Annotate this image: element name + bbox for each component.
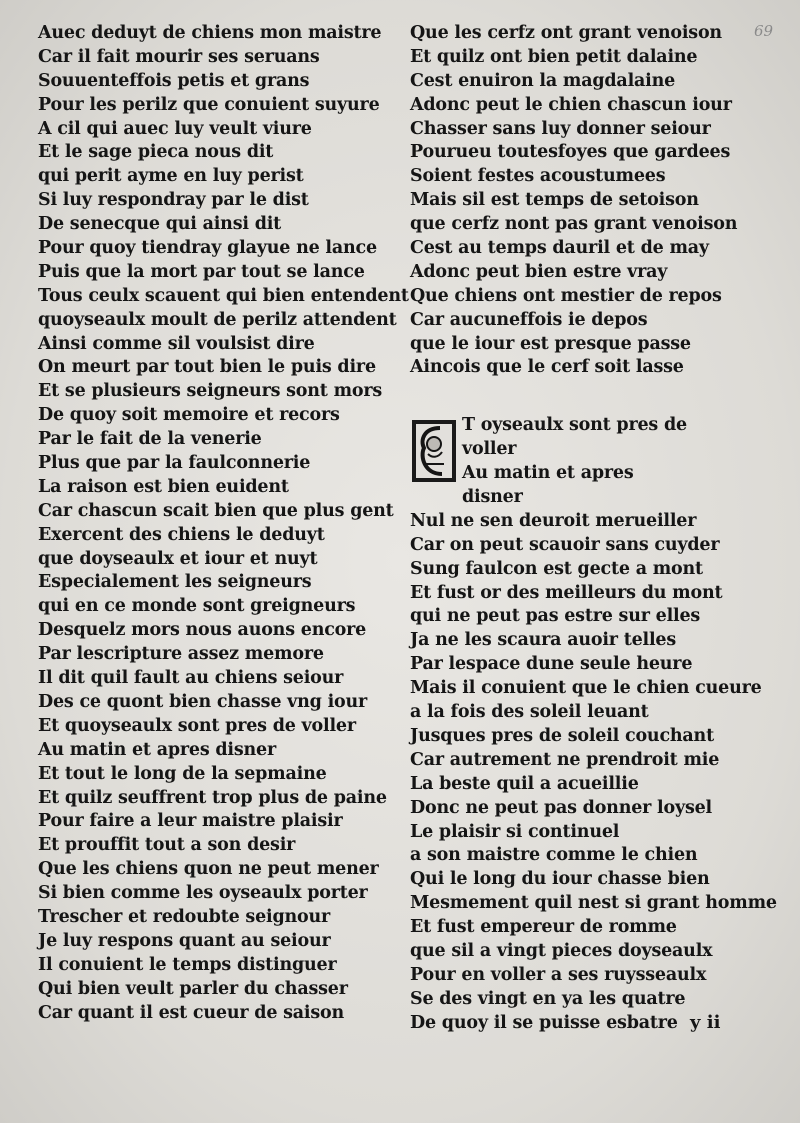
verse-line: Il conuient le temps distinguer: [38, 954, 337, 975]
verse-line: Car autrement ne prendroit mie: [410, 749, 720, 770]
verse-line: Desquelz mors nous auons encore: [38, 620, 367, 641]
verse-line: Souuenteffois petis et grans: [38, 70, 310, 91]
verse-line: Especialement les seigneurs: [38, 572, 312, 593]
verse-line: La raison est bien euident: [38, 476, 289, 497]
verse-line: Trescher et redoubte seignour: [38, 906, 331, 927]
verse-line: On meurt par tout bien le puis dire: [38, 357, 376, 378]
verse-line: Si luy respondray par le dist: [38, 190, 309, 211]
verse-line: que cerfz nont pas grant venoison: [410, 214, 738, 235]
verse-line: Tous ceulx scauent qui bien entendent: [38, 285, 409, 306]
verse-line: Et se plusieurs seigneurs sont mors: [38, 381, 383, 402]
verse-line: Au matin et apres disner: [38, 739, 276, 760]
verse-line: Aincois que le cerf soit lasse: [410, 357, 684, 378]
verse-line: voller: [462, 439, 517, 460]
verse-line: Car aucuneffois ie depos: [410, 309, 648, 330]
verse-line: Et quoyseaulx sont pres de voller: [38, 715, 356, 736]
right-column-initial-lines: [410, 414, 740, 510]
verse-line: Adonc peut le chien chascun iour: [410, 94, 732, 115]
verse-line: a son maistre comme le chien: [410, 845, 698, 866]
verse-line: Mesmement quil nest si grant homme: [410, 893, 777, 914]
verse-line: Ja ne les scaura auoir telles: [410, 630, 677, 651]
signature-mark: y ii: [690, 1012, 721, 1033]
verse-line: Mais sil est temps de setoison: [410, 190, 699, 211]
verse-line: Si bien comme les oyseaulx porter: [38, 883, 368, 904]
verse-line: Pour en voller a ses ruysseaulx: [410, 964, 707, 985]
verse-line: que doyseaulx et iour et nuyt: [38, 548, 318, 569]
verse-line: disner: [462, 487, 523, 508]
verse-line: Et tout le long de la sepmaine: [38, 763, 327, 784]
verse-line: a la fois des soleil leuant: [410, 702, 649, 723]
verse-line: Et le sage pieca nous dit: [38, 142, 274, 163]
verse-line: Mais il conuient que le chien cueure: [410, 678, 762, 699]
verse-line: Et fust or des meilleurs du mont: [410, 582, 723, 603]
verse-line: que sil a vingt pieces doyseaulx: [410, 940, 713, 961]
verse-line: Puis que la mort par tout se lance: [38, 261, 365, 282]
verse-line: Car quant il est cueur de saison: [38, 1002, 345, 1023]
verse-line: Exercent des chiens le deduyt: [38, 524, 325, 545]
verse-line: Chasser sans luy donner seiour: [410, 118, 711, 139]
verse-line: Le plaisir si continuel: [410, 821, 620, 842]
verse-line: Des ce quont bien chasse vng iour: [38, 691, 368, 712]
verse-line: Par lespace dune seule heure: [410, 654, 693, 675]
verse-line: Ainsi comme sil voulsist dire: [38, 333, 315, 354]
verse-line: La beste quil a acueillie: [410, 773, 639, 794]
verse-line: que le iour est presque passe: [410, 333, 691, 354]
verse-line: Que les chiens quon ne peut mener: [38, 859, 379, 880]
verse-line: Donc ne peut pas donner loysel: [410, 797, 712, 818]
folio-number: 69: [754, 22, 774, 40]
verse-line: Et quilz seuffrent trop plus de paine: [38, 787, 387, 808]
verse-line: Je luy respons quant au seiour: [38, 930, 331, 951]
verse-line: A cil qui auec luy veult viure: [38, 118, 312, 139]
verse-line: Car il fait mourir ses seruans: [38, 46, 320, 67]
right-column-top-block: [410, 22, 740, 380]
verse-line: Plus que par la faulconnerie: [38, 453, 311, 474]
verse-line: De quoy soit memoire et recors: [38, 405, 340, 426]
verse-line: Au matin et apres: [462, 463, 634, 484]
verse-line: Et quilz ont bien petit dalaine: [410, 46, 698, 67]
verse-line: qui en ce monde sont greigneurs: [38, 596, 356, 617]
verse-line: Par lescripture assez memore: [38, 644, 324, 665]
verse-line: Il dit quil fault au chiens seiour: [38, 668, 344, 689]
decorated-initial-e-icon: [410, 418, 458, 484]
verse-line: Auec deduyt de chiens mon maistre: [38, 23, 382, 43]
verse-line: De senecque qui ainsi dit: [38, 214, 282, 235]
verse-line: Soient festes acoustumees: [410, 166, 666, 187]
verse-line: Qui bien veult parler du chasser: [38, 978, 348, 999]
verse-line: Se des vingt en ya les quatre: [410, 988, 686, 1009]
verse-line: T oyseaulx sont pres de: [462, 415, 687, 436]
verse-line: Pour faire a leur maistre plaisir: [38, 811, 343, 832]
verse-line: qui perit ayme en luy perist: [38, 166, 304, 187]
stanza-gap: [410, 380, 740, 414]
verse-line: Sung faulcon est gecte a mont: [410, 558, 703, 579]
verse-line: Car chascun scait bien que plus gent: [38, 500, 394, 521]
left-column: [38, 22, 409, 1025]
verse-line: Jusques pres de soleil couchant: [410, 725, 714, 746]
verse-line: Qui le long du iour chasse bien: [410, 869, 710, 890]
verse-line: Pour les perilz que conuient suyure: [38, 94, 380, 115]
verse-line: qui ne peut pas estre sur elles: [410, 606, 701, 627]
verse-line: Adonc peut bien estre vray: [410, 261, 668, 282]
verse-line: Que chiens ont mestier de repos: [410, 285, 722, 306]
verse-line: Pour quoy tiendray glayue ne lance: [38, 238, 377, 259]
verse-line: De quoy il se puisse esbatre: [410, 1012, 678, 1033]
right-column-bottom-block: [410, 510, 777, 1036]
verse-line: Que les cerfz ont grant venoison: [410, 23, 722, 43]
verse-line: Et prouffit tout a son desir: [38, 835, 296, 856]
verse-line: Cest au temps dauril et de may: [410, 238, 709, 259]
verse-line: Nul ne sen deuroit merueiller: [410, 510, 697, 531]
verse-line: quoyseaulx moult de perilz attendent: [38, 309, 397, 330]
verse-line: Cest enuiron la magdalaine: [410, 70, 676, 91]
verse-line: Pourueu toutesfoyes que gardees: [410, 142, 731, 163]
verse-line: Car on peut scauoir sans cuyder: [410, 534, 720, 555]
verse-line: Et fust empereur de romme: [410, 917, 677, 938]
verse-line: Par le fait de la venerie: [38, 429, 262, 450]
